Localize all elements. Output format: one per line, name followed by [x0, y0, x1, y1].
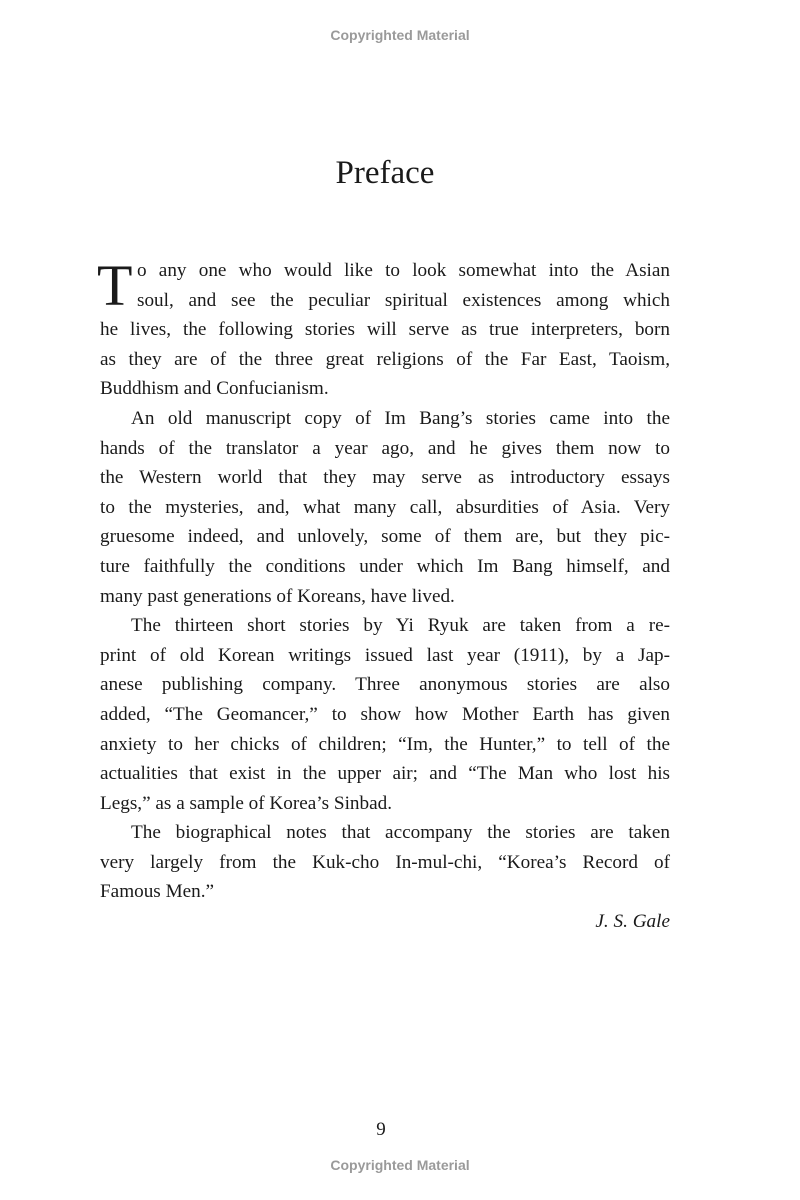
copyright-watermark-bottom: Copyrighted Material: [330, 1157, 470, 1173]
drop-cap: T: [97, 253, 133, 318]
text-line: he lives, the following stories will serve as true interpreters, born: [100, 319, 670, 341]
text-line: anese publishing company. Three anonymous stories are also: [100, 674, 670, 696]
text-line: added, “The Geomancer,” to show how Mother Earth has given: [100, 703, 670, 725]
text-line: soul, and see the peculiar spiritual existences among which: [137, 289, 670, 311]
page-title: Preface: [335, 155, 435, 191]
text-line: hands of the translator a year ago, and he gives them now to: [100, 437, 670, 459]
text-line: The thirteen short stories by Yi Ryuk are taken from a re-: [131, 615, 670, 637]
paragraph: [100, 404, 670, 611]
text-line: as they are of the three great religions of the Far East, Taoism,: [100, 348, 670, 370]
text-line: the Western world that they may serve as introductory essays: [100, 467, 670, 489]
paragraph: [97, 253, 670, 404]
text-line: to the mysteries, and, what many call, absurdities of Asia. Very: [100, 496, 670, 518]
text-line: many past generations of Koreans, have lived.: [100, 585, 455, 607]
copyright-watermark-top: Copyrighted Material: [330, 27, 470, 43]
text-line: print of old Korean writings issued last year (1911), by a Jap-: [100, 644, 670, 666]
text-line: very largely from the Kuk-cho In-mul-chi, “Korea’s Record of: [100, 851, 670, 873]
text-line: The biographical notes that accompany the stories are taken: [131, 822, 670, 844]
paragraph: [100, 611, 670, 818]
paragraph: [100, 818, 670, 907]
text-line: Famous Men.”: [100, 881, 215, 903]
text-line: Buddhism and Confucianism.: [100, 378, 329, 400]
text-line: Legs,” as a sample of Korea’s Sinbad.: [100, 792, 392, 814]
page-number: 9: [376, 1119, 386, 1140]
text-line: o any one who would like to look somewhat into the Asian: [137, 260, 670, 281]
text-line: anxiety to her chicks of children; “Im, the Hunter,” to tell of the: [100, 733, 670, 755]
text-line: actualities that exist in the upper air; and “The Man who lost his: [100, 763, 670, 785]
text-line: An old manuscript copy of Im Bang’s stories came into the: [131, 407, 670, 429]
text-line: ture faithfully the conditions under which Im Bang himself, and: [100, 555, 670, 577]
preface-body: [97, 253, 670, 937]
text-line: gruesome indeed, and unlovely, some of them are, but they pic-: [100, 526, 670, 548]
author-signature: J. S. Gale: [595, 911, 670, 933]
